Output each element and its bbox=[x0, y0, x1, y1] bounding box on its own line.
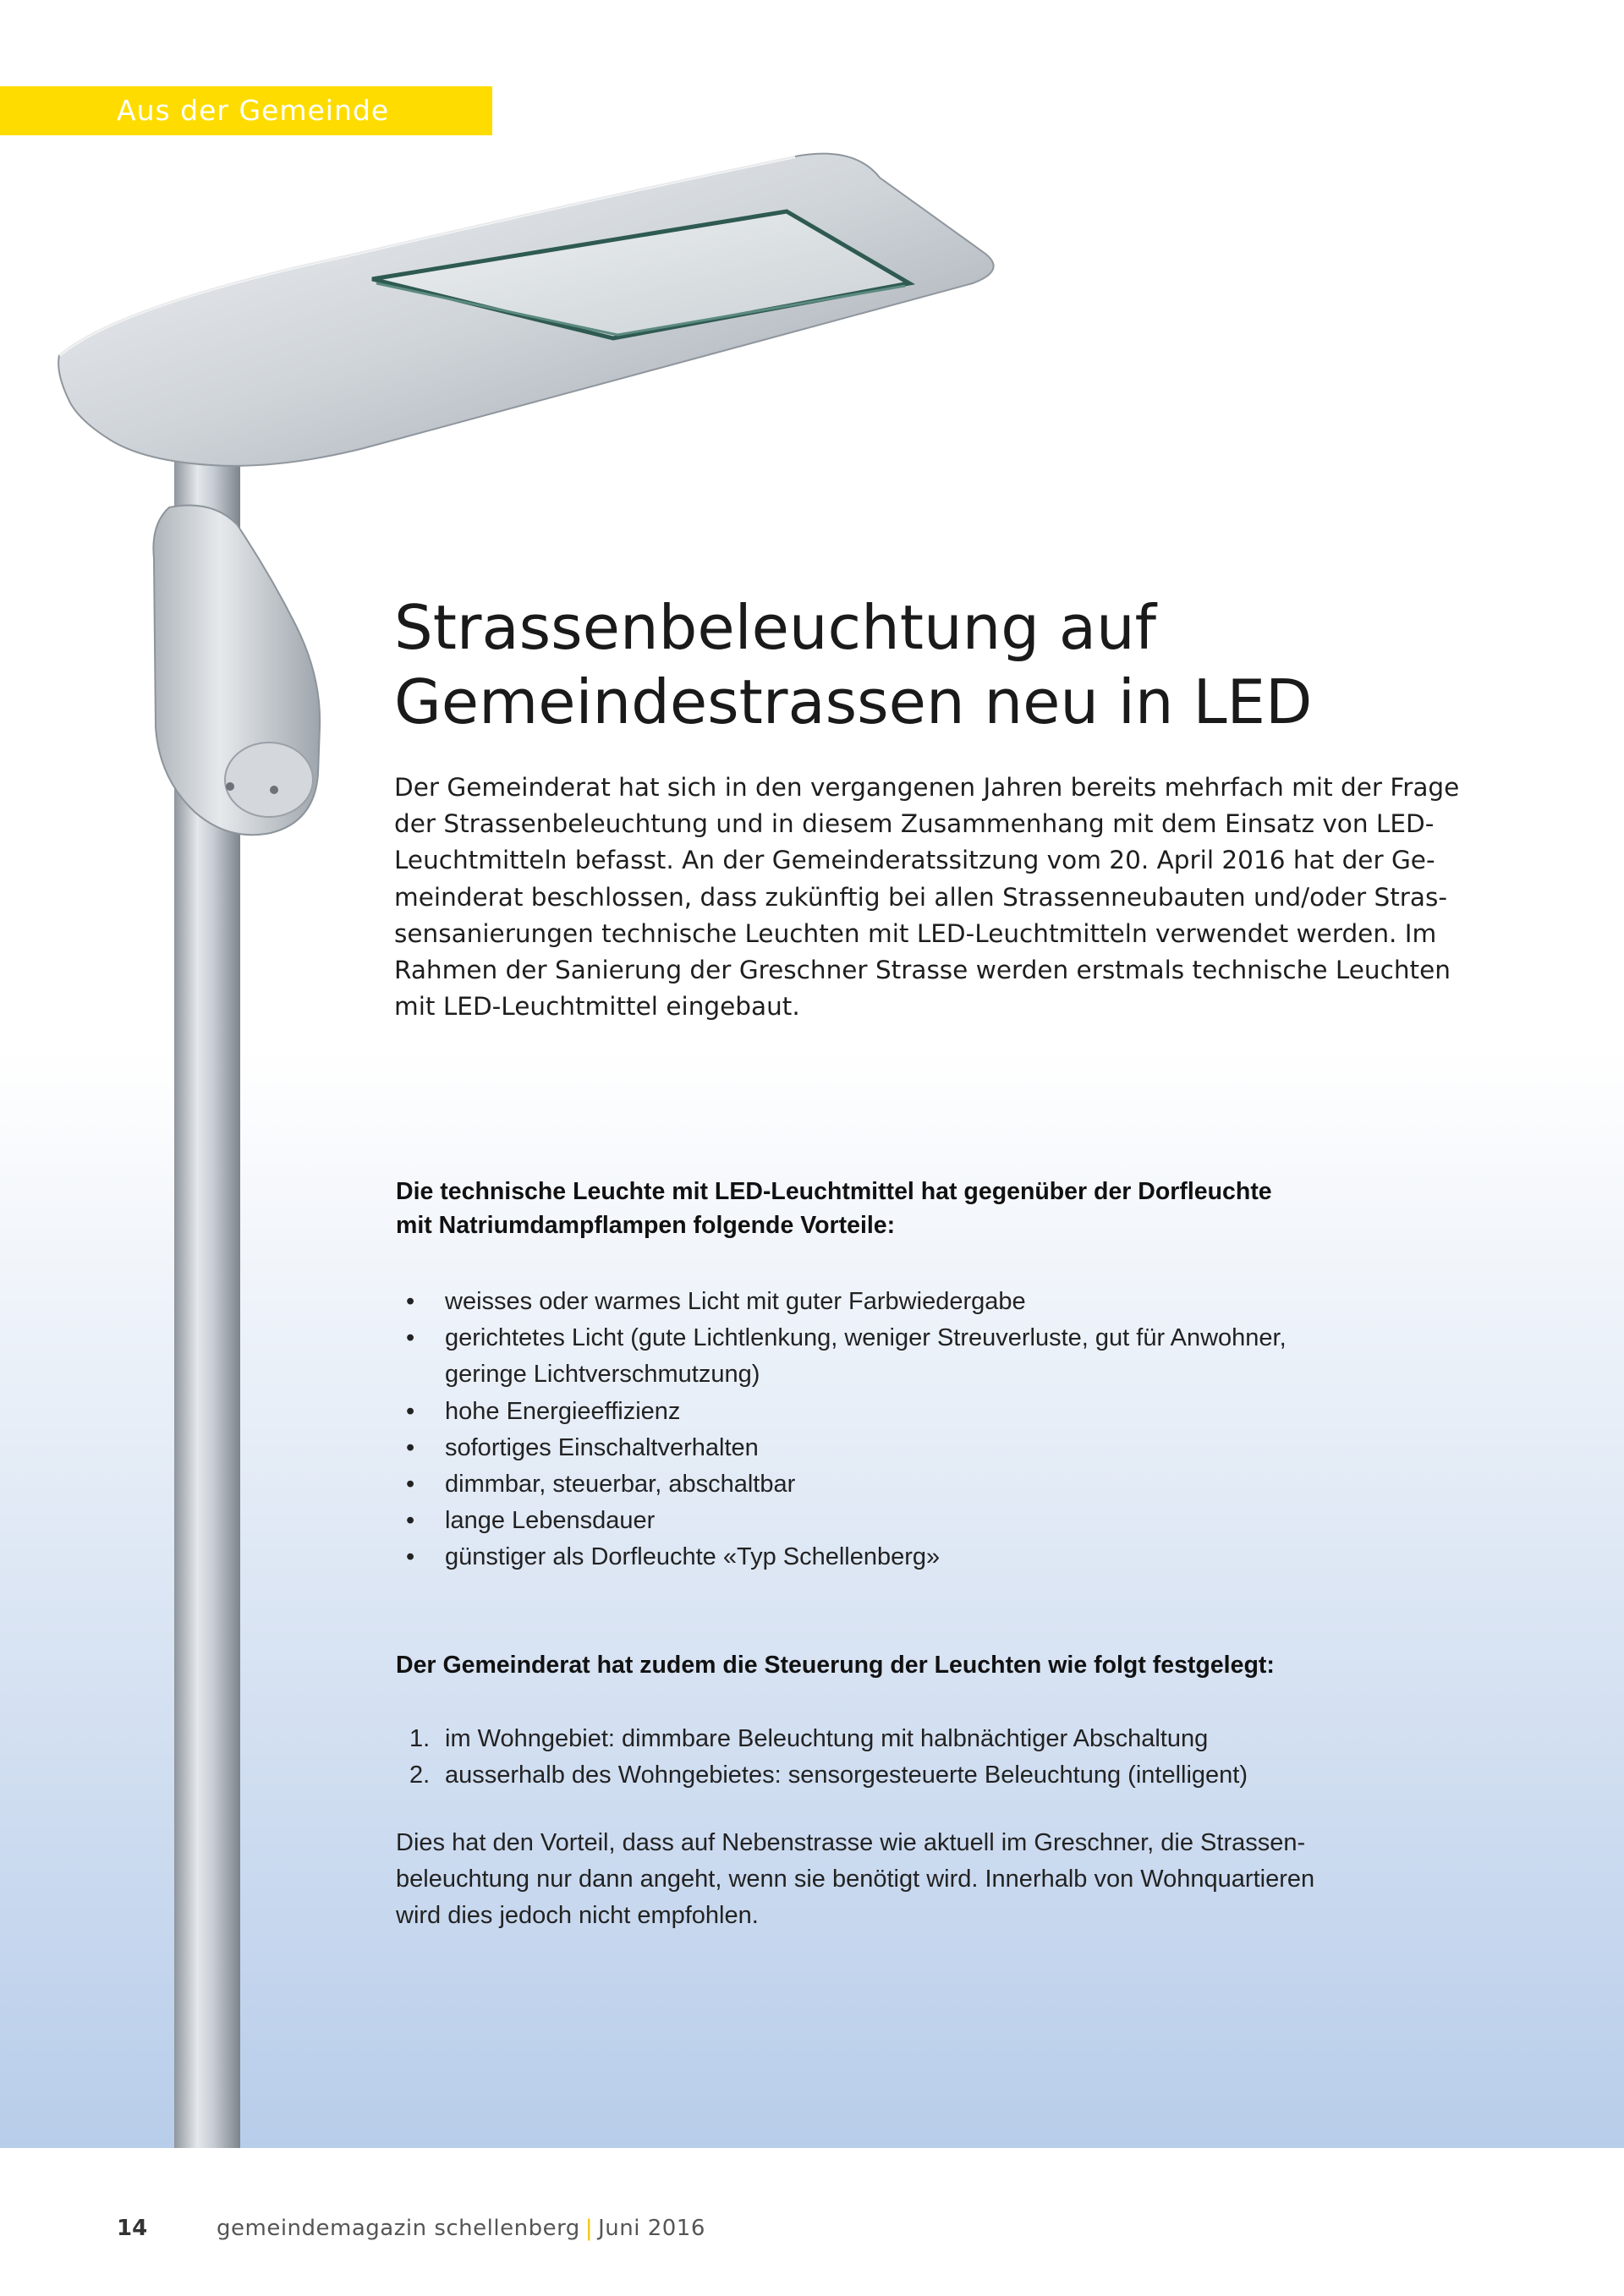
list-number: 1. bbox=[409, 1725, 431, 1752]
list-item-text: geringe Lichtverschmutzung) bbox=[445, 1361, 760, 1389]
list-number: 2. bbox=[409, 1762, 431, 1789]
bullet-icon: • bbox=[406, 1433, 415, 1461]
article-title bbox=[394, 590, 1536, 739]
list-item bbox=[396, 1284, 1411, 1320]
list-item bbox=[396, 1503, 1411, 1539]
bullet-icon: • bbox=[406, 1507, 415, 1535]
list-item bbox=[396, 1757, 1411, 1794]
list-item-text: ausserhalb des Wohngebietes: sensorgesteuerte Beleuchtung (intelligent) bbox=[445, 1762, 1248, 1789]
bullet-icon: • bbox=[406, 1471, 415, 1499]
control-heading: Der Gemeinderat hat zudem die Steuerung der Leuchten wie folgt festgelegt: bbox=[396, 1652, 1275, 1679]
bullet-icon: • bbox=[406, 1397, 415, 1425]
list-item-text: sofortiges Einschaltverhalten bbox=[445, 1433, 759, 1461]
list-item bbox=[396, 1394, 1411, 1430]
magazine-name: gemeindemagazin schellenberg bbox=[217, 2216, 580, 2241]
list-item-text: im Wohngebiet: dimmbare Beleuchtung mit halbnächtiger Abschaltung bbox=[445, 1725, 1209, 1752]
intro-line: mit LED-Leuchtmittel eingebaut. bbox=[394, 992, 800, 1022]
intro-line: meinderat beschlossen, dass zukünftig bei allen Strassenneubauten und/oder Stras- bbox=[394, 882, 1448, 912]
intro-line: sensanierungen technische Leuchten mit LED-Leuchtmitteln verwendet werden. Im bbox=[394, 918, 1437, 948]
list-item-text: dimmbar, steuerbar, abschaltbar bbox=[445, 1471, 796, 1499]
intro-line: Der Gemeinderat hat sich in den vergangenen Jahren bereits mehrfach mit der Frage bbox=[394, 773, 1460, 802]
intro-line: der Strassenbeleuchtung und in diesem Zusammenhang mit dem Einsatz von LED- bbox=[394, 809, 1435, 839]
control-list bbox=[396, 1721, 1411, 1794]
advantages-list bbox=[396, 1284, 1411, 1576]
bullet-icon: • bbox=[406, 1543, 415, 1571]
closing-line: wird dies jedoch nicht empfohlen. bbox=[396, 1902, 759, 1930]
title-line-2: Gemeindestrassen neu in LED bbox=[394, 666, 1313, 737]
bullet-icon: • bbox=[406, 1288, 415, 1315]
magazine-credit bbox=[217, 2216, 705, 2241]
list-item bbox=[396, 1721, 1411, 1757]
list-item bbox=[396, 1430, 1411, 1466]
advantages-heading-line-2: mit Natriumdampflampen folgende Vorteile: bbox=[396, 1212, 896, 1239]
list-item-text: hohe Energieeffizienz bbox=[445, 1397, 681, 1425]
bullet-icon: • bbox=[406, 1324, 415, 1352]
list-item-text: weisses oder warmes Licht mit guter Farbwiedergabe bbox=[445, 1288, 1026, 1315]
page-number: 14 bbox=[117, 2216, 148, 2241]
section-tag: Aus der Gemeinde bbox=[0, 86, 492, 135]
title-line-1: Strassenbeleuchtung auf bbox=[394, 592, 1156, 663]
page-footer bbox=[0, 2216, 1624, 2249]
list-item bbox=[396, 1539, 1411, 1575]
list-item-text: gerichtetes Licht (gute Lichtlenkung, weniger Streuverluste, gut für Anwohner, bbox=[445, 1324, 1287, 1352]
issue-date: Juni 2016 bbox=[598, 2216, 705, 2241]
list-item-text: lange Lebensdauer bbox=[445, 1507, 656, 1535]
closing-line: beleuchtung nur dann angeht, wenn sie benötigt wird. Innerhalb von Wohnquartieren bbox=[396, 1866, 1315, 1893]
footer-separator: | bbox=[584, 2216, 594, 2241]
list-item bbox=[396, 1466, 1411, 1503]
list-item-text: günstiger als Dorfleuchte «Typ Schellenberg» bbox=[445, 1543, 941, 1571]
intro-line: Leuchtmitteln befasst. An der Gemeinderatssitzung vom 20. April 2016 hat der Ge- bbox=[394, 846, 1435, 875]
intro-line: Rahmen der Sanierung der Greschner Strasse werden erstmals technische Leuchten bbox=[394, 956, 1451, 985]
list-item bbox=[396, 1320, 1411, 1393]
advantages-heading-line-1: Die technische Leuchte mit LED-Leuchtmittel hat gegenüber der Dorfleuchte bbox=[396, 1178, 1272, 1205]
article-intro bbox=[394, 770, 1519, 1025]
closing-line: Dies hat den Vorteil, dass auf Nebenstrasse wie aktuell im Greschner, die Strassen- bbox=[396, 1829, 1306, 1856]
article-closing bbox=[396, 1825, 1369, 1935]
advantages-heading bbox=[396, 1175, 1411, 1242]
lamp-sensor-lens bbox=[225, 743, 313, 817]
